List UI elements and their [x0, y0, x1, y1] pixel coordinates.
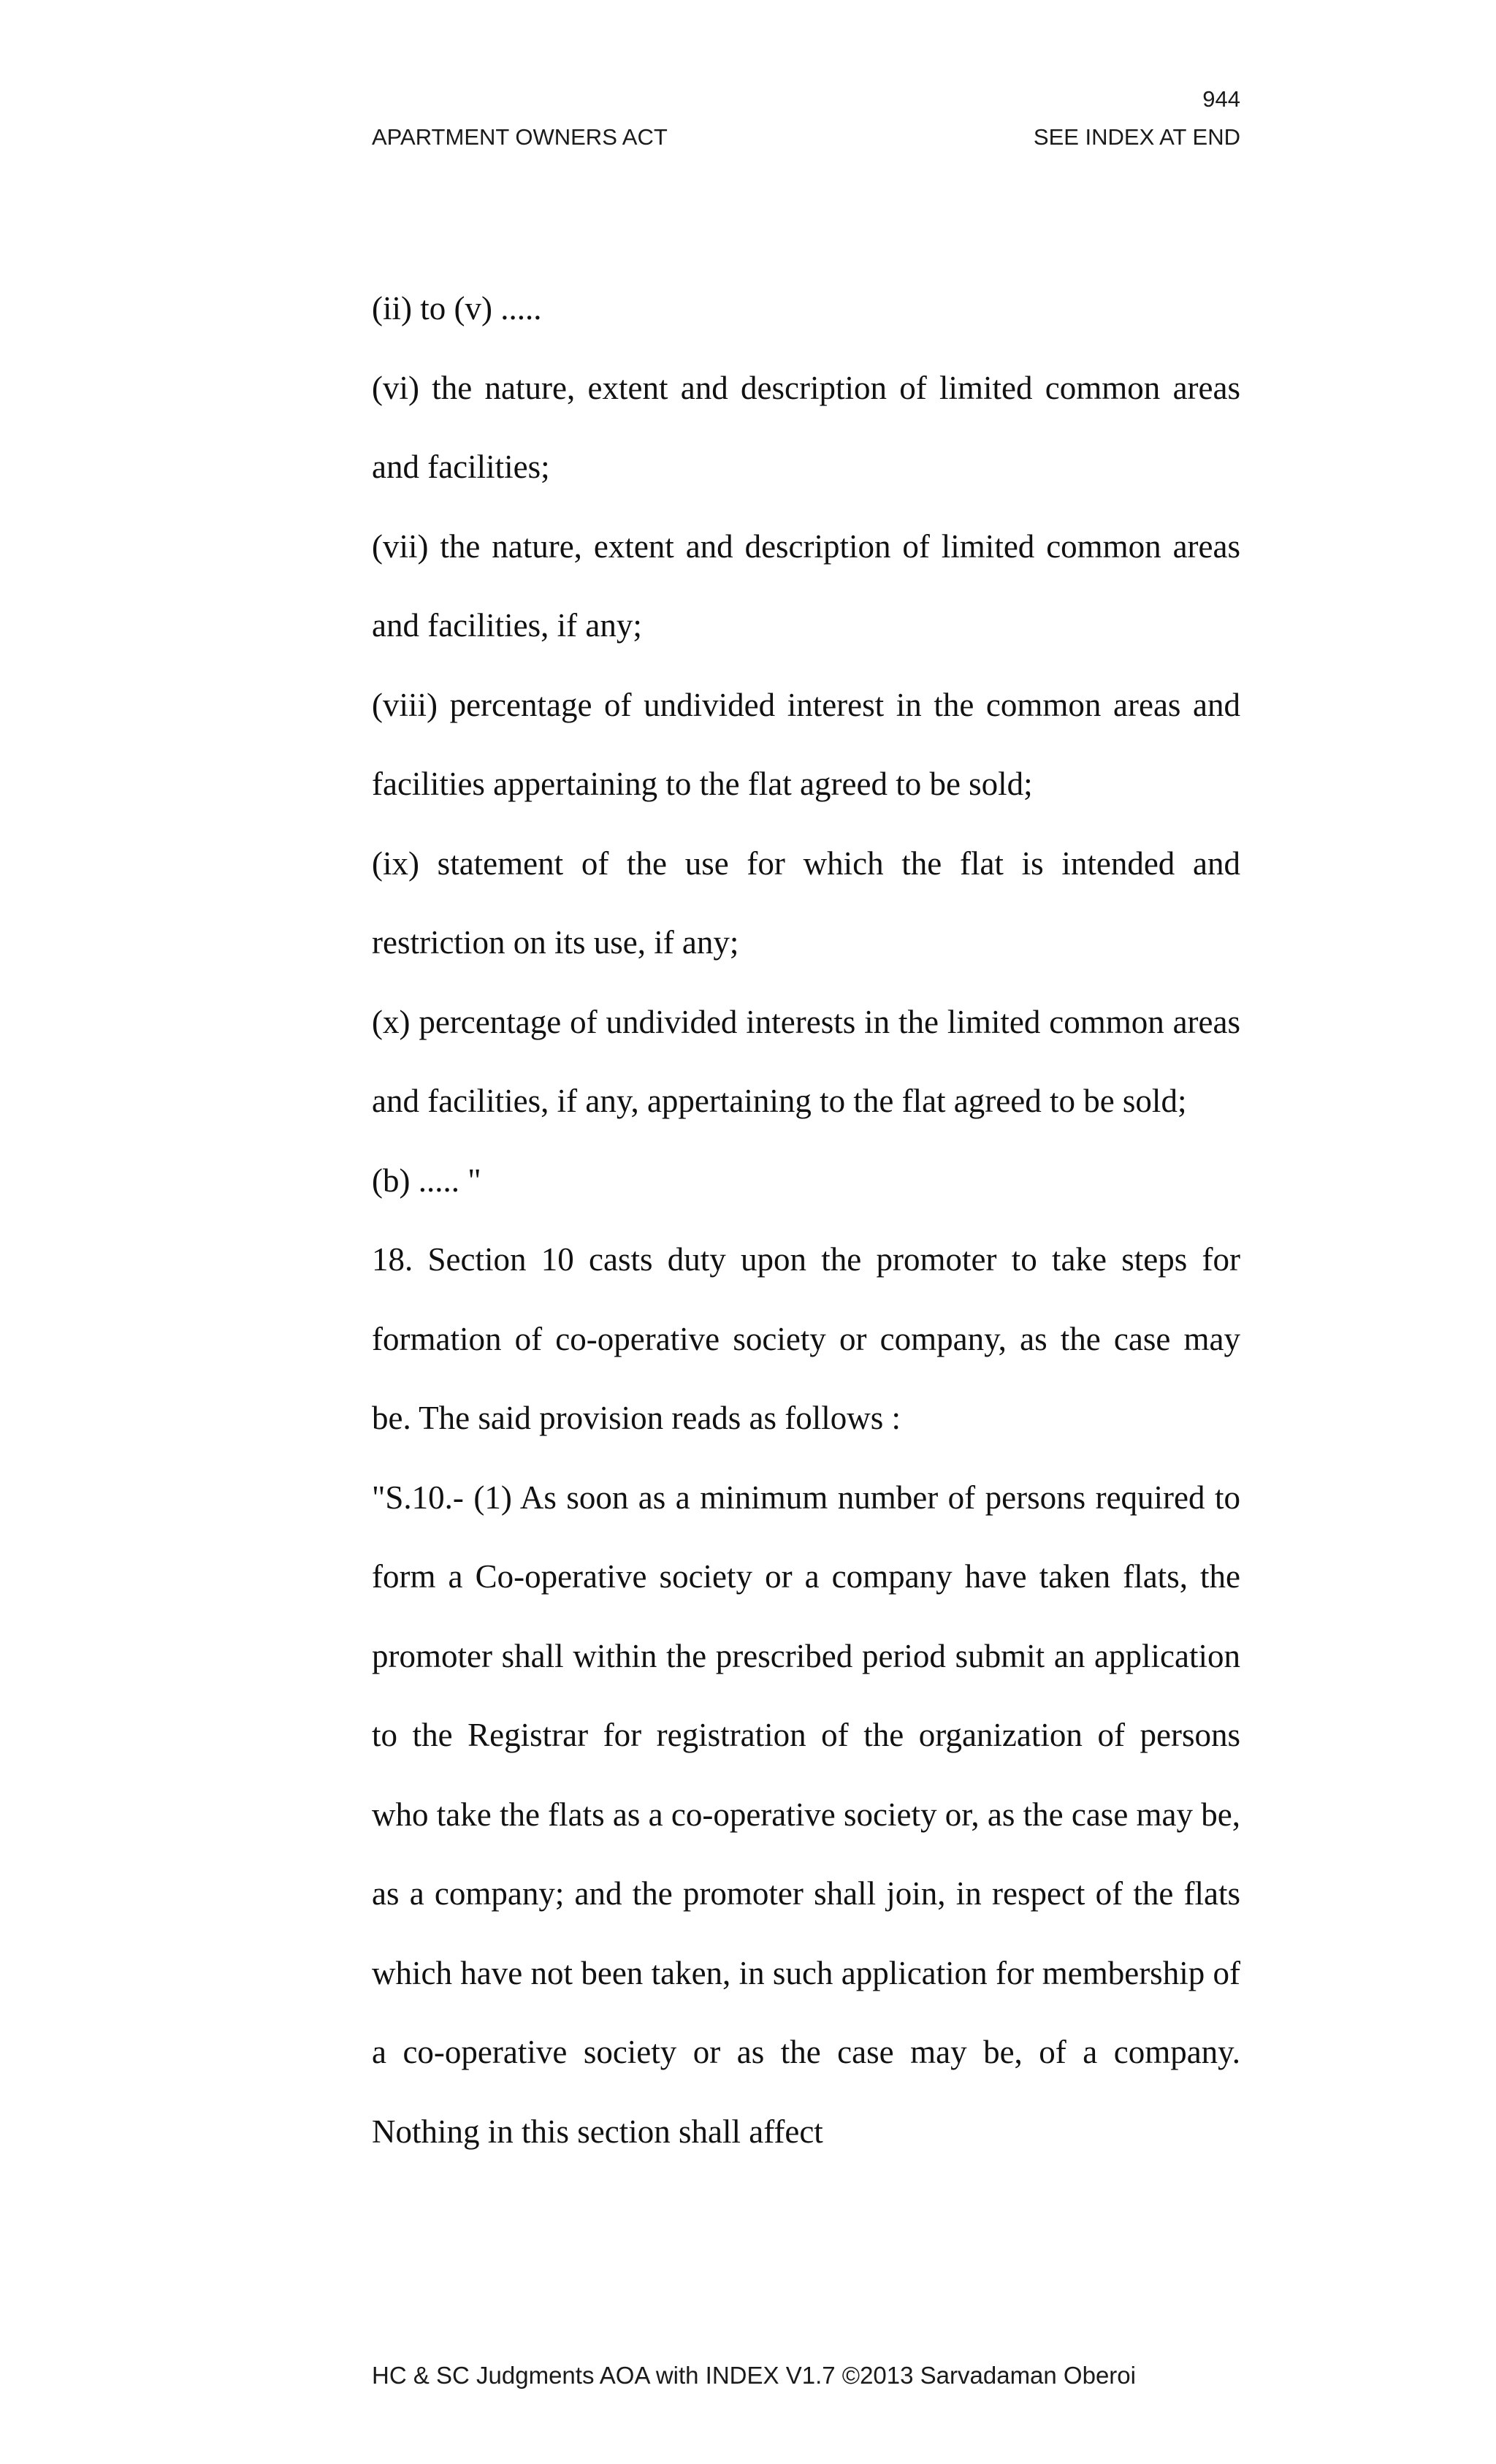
document-body: [372, 269, 1240, 2171]
paragraph-b: (b) ..... ": [372, 1162, 481, 1199]
running-header-index-note: SEE INDEX AT END: [1033, 124, 1240, 150]
paragraph-vi: (vi) the nature, extent and description of limited common areas and facilities;: [372, 369, 1240, 485]
page-number: 944: [1202, 86, 1240, 112]
page-footer: HC & SC Judgments AOA with INDEX V1.7 ©2013 Sarvadaman Oberoi: [372, 2362, 1136, 2389]
running-header-title: APARTMENT OWNERS ACT: [372, 124, 668, 150]
paragraph-x: (x) percentage of undivided interests in the limited common areas and facilities, if any, appertaining to the flat agreed to be sold;: [372, 1003, 1240, 1119]
paragraph-section-10-quote: "S.10.- (1) As soon as a minimum number of persons required to form a Co-operative society or a company have taken flats, the promoter shall within the prescribed period submit an application to the Registrar for registration of the organization of persons who take the flats as a co-operative society or, as the case may be, as a company; and the promoter shall join, in respect of the flats which have not been taken, in such application for membership of a co-operative society or as the case may be, of a company. Nothing in this section shall affect: [372, 1479, 1240, 2150]
paragraph-18: 18. Section 10 casts duty upon the promoter to take steps for formation of co-operative society or company, as the case may be. The said provision reads as follows :: [372, 1241, 1240, 1436]
paragraph-ii-to-v: (ii) to (v) .....: [372, 290, 542, 327]
paragraph-ix: (ix) statement of the use for which the flat is intended and restriction on its use, if any;: [372, 844, 1240, 961]
paragraph-viii: (viii) percentage of undivided interest in the common areas and facilities appertaining to the flat agreed to be sold;: [372, 686, 1240, 802]
paragraph-vii: (vii) the nature, extent and description of limited common areas and facilities, if any;: [372, 527, 1240, 644]
